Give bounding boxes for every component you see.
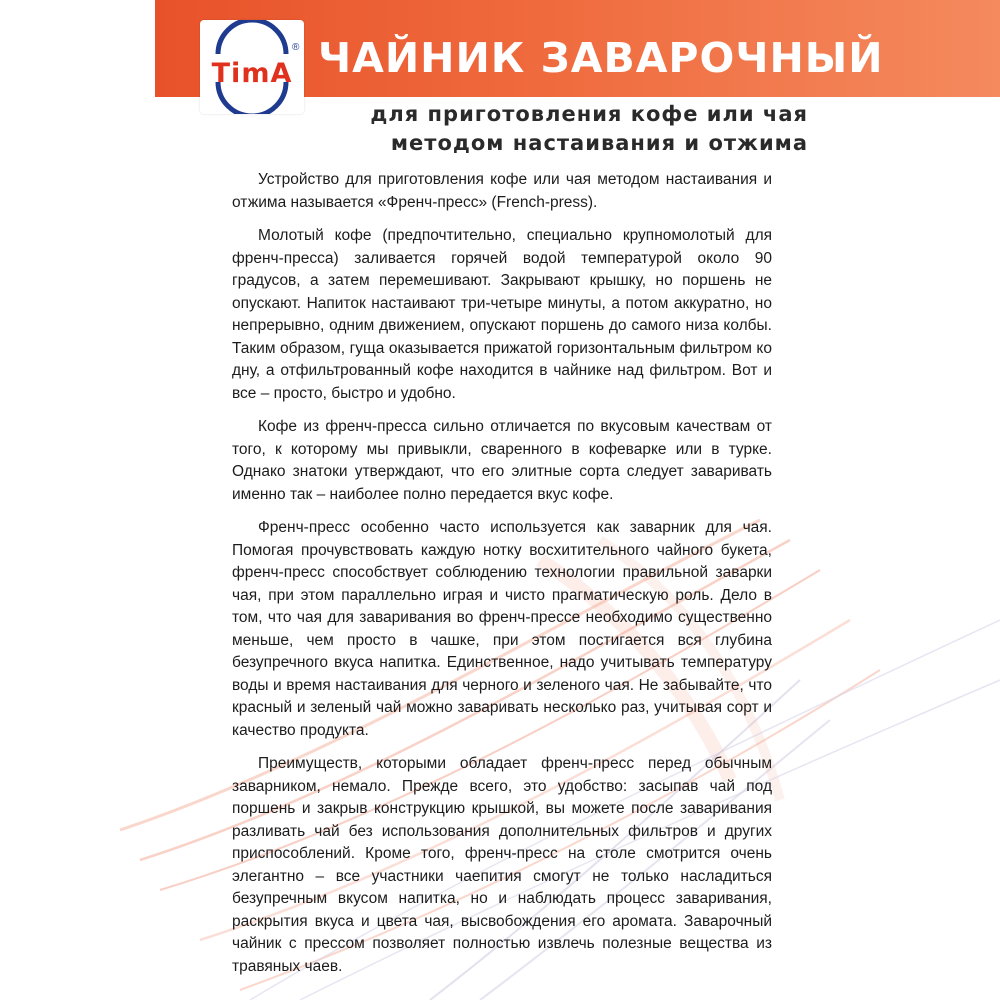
paragraph-intro: Устройство для приготовления кофе или чая методом настаивания и отжима называется «Френч-пресс» (French-press).	[232, 171, 772, 211]
brand-logo	[200, 20, 304, 114]
paragraph-tea: Френч-пресс особенно часто используется как заварник для чая. Помогая прочувствовать каждую нотку восхитительного чайного букета, френч-пресс способствует соблюдению технологии правильной заварки чая, при этом параллельно играя и чисто прагматическую роль. Дело в том, что чая для заваривания во френч-прессе необходимо существенно меньше, чем просто в чашке, при этом постигается вся глубина безупречного вкуса напитка. Единственное, надо учитывать температуру воды и время настаивания для черного и зеленого чая. Не забывайте, что красный и зеленый чай можно заваривать несколько раз, учитывая сорт и качество продукта.	[232, 519, 772, 739]
paragraph-coffee-method: Молотый кофе (предпочтительно, специально крупномолотый для френч-пресса) заливается горячей водой температурой около 90 градусов, а затем перемешивают. Закрывают крышку, но поршень не опускают. Напиток настаивают три-четыре минуты, а потом аккуратно, но непрерывно, одним движением, опускают поршень до самого низа колбы. Таким образом, гуща оказывается прижатой горизонтальным фильтром ко дну, а отфильтрованный кофе находится в чайнике над фильтром. Вот и все – просто, быстро и удобно.	[232, 227, 772, 402]
logo-text: TimA	[211, 58, 293, 89]
paragraph-advantages: Преимуществ, которыми обладает френч-пресс перед обычным заварником, немало. Прежде всего, это удобство: засыпав чай под поршень и закрыв конструкцию крышкой, вы можете после заваривания разливать чай без использования дополнительных фильтров и других приспособлений. Кроме того, френч-пресс на столе смотрится очень элегантно – все участники чаепития смогут не только насладиться безупречным вкусом напитка, но и наблюдать процесс заваривания, раскрытия вкуса и цвета чая, высвобождения его аромата. Заварочный чайник с прессом позволяет полностью извлечь полезные вещества из травяных чаев.	[232, 755, 772, 975]
page-title: ЧАЙНИК ЗАВАРОЧНЫЙ	[318, 34, 884, 82]
subtitle-line-1: для приготовления кофе или чая	[370, 102, 808, 126]
registered-mark: ®	[292, 42, 300, 53]
paragraph-coffee-taste: Кофе из френч-пресса сильно отличается по вкусовым качествам от того, к которому мы привыкли, сваренного в кофеварке или в турке. Однако знатоки утверждают, что его элитные сорта следует заваривать именно так – наиболее полно передается вкус кофе.	[232, 418, 772, 503]
subtitle-line-2: методом настаивания и отжима	[390, 131, 808, 155]
body-text	[232, 169, 772, 989]
subtitle	[318, 100, 808, 158]
